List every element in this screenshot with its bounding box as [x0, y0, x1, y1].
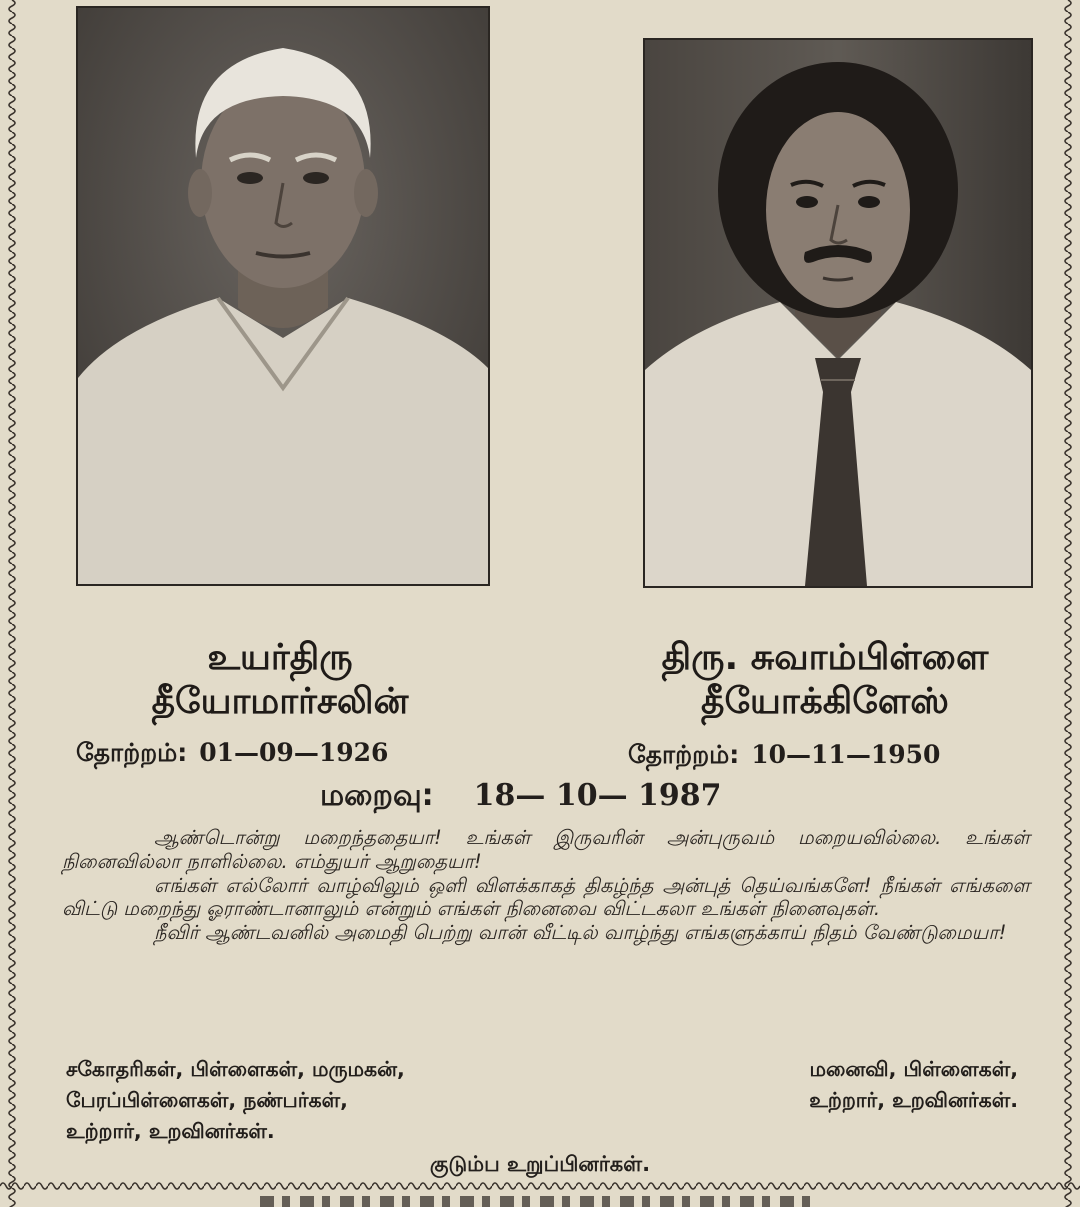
cut-off-text-fragment [260, 1196, 820, 1207]
left-person-name: தீயோமார்சலின் [151, 681, 409, 722]
family-list-right [809, 1054, 1018, 1116]
right-wavy-border [1060, 0, 1076, 1207]
left-person-name-block [60, 636, 500, 724]
right-birth-label: தோற்றம்: [628, 740, 740, 769]
family-left-line: பேரப்பிள்ளைகள், நண்பர்கள், [66, 1088, 348, 1112]
right-birth-line [628, 740, 940, 773]
left-birth-label: தோற்றம்: [76, 738, 188, 767]
left-birth-date: 01—09—1926 [199, 738, 389, 767]
message-paragraph-2: எங்கள் எல்லோர் வாழ்விலும் ஒளி விளக்காகத் திகழ்ந்த அன்புத் தெய்வங்களே! நீங்கள் எங்களை விட்டு மறைந்து ஓராண்டானாலும் என்றும் எங்கள் நினைவை விட்டகலா உங்கள் நினைவுகள். [62, 873, 1030, 921]
death-date-line [320, 778, 722, 817]
right-person-title: திரு. சுவாம்பிள்ளை [661, 637, 989, 678]
left-wavy-border [4, 0, 20, 1207]
family-left-line: உற்றார், உறவினர்கள். [66, 1119, 275, 1143]
portrait-right-photo [643, 38, 1033, 588]
right-person-name-block [590, 636, 1060, 724]
family-right-line: மனைவி, பிள்ளைகள், [809, 1057, 1018, 1081]
left-birth-line [76, 738, 388, 771]
signature-family-members: குடும்ப உறுப்பினர்கள். [429, 1152, 651, 1176]
message-paragraph-3: நீவிர் ஆண்டவனில் அமைதி பெற்று வான் வீட்டில் வாழ்ந்து எங்களுக்காய் நிதம் வேண்டுமையா! [154, 921, 1007, 945]
left-person-title: உயர்திரு [207, 637, 353, 678]
right-birth-date: 10—11—1950 [751, 740, 941, 769]
death-label: மறைவு: [320, 778, 434, 813]
family-list-left [66, 1054, 405, 1147]
death-date: 18— 10— 1987 [473, 778, 722, 813]
memorial-message [62, 826, 1030, 945]
family-right-line: உற்றார், உறவினர்கள். [809, 1088, 1018, 1112]
portrait-left-photo [76, 6, 490, 586]
family-left-line: சகோதரிகள், பிள்ளைகள், மருமகன், [66, 1057, 405, 1081]
message-paragraph-1: ஆண்டொன்று மறைந்ததையா! உங்கள் இருவரின் அன்புருவம் மறையவில்லை. உங்கள் நினைவில்லா நாளில்லை. எம்துயர் ஆறுதையா! [62, 826, 1030, 873]
right-person-name: தீயோக்கிளேஸ் [701, 681, 949, 722]
bottom-wavy-border [0, 1179, 1080, 1193]
